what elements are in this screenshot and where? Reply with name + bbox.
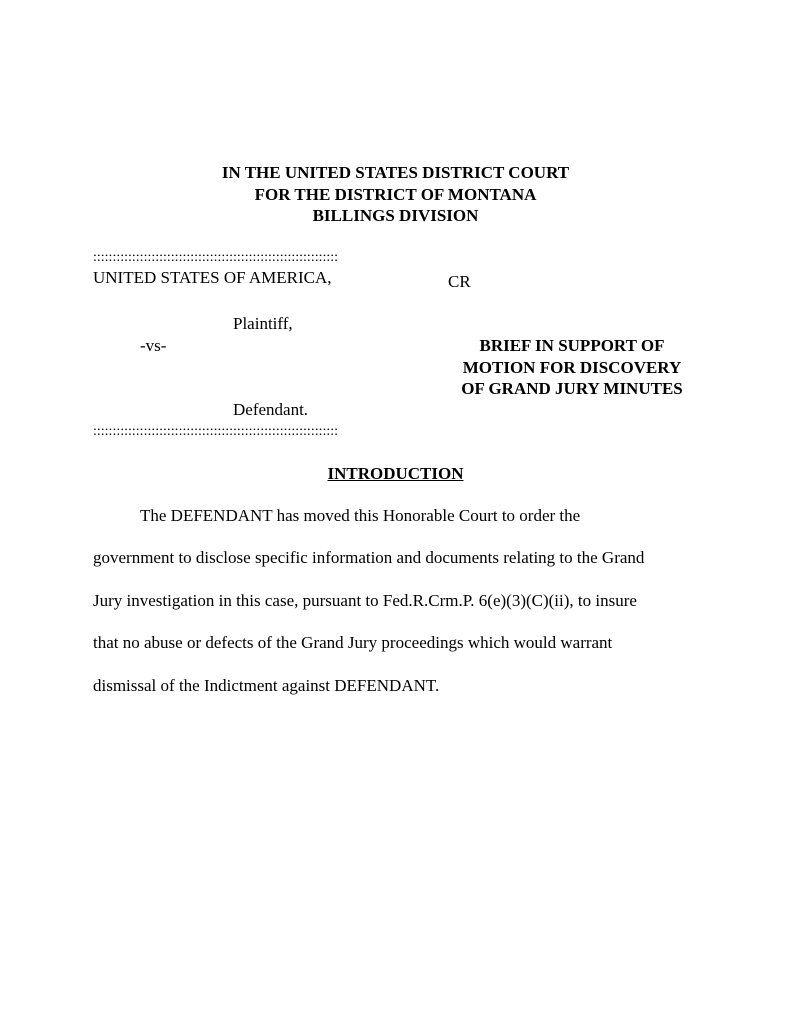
- defendant-label: Defendant.: [233, 400, 309, 419]
- document-title-line: MOTION FOR DISCOVERY: [462, 357, 682, 377]
- body-line: dismissal of the Indictment against DEFENDANT.: [93, 676, 440, 695]
- document-title: [448, 335, 696, 400]
- body-line: that no abuse or defects of the Grand Jury proceedings which would warrant: [93, 633, 613, 652]
- document-title-line: OF GRAND JURY MINUTES: [461, 379, 683, 398]
- body-line: Jury investigation in this case, pursuant to Fed.R.Crm.P. 6(e)(3)(C)(ii), to insure: [93, 591, 637, 610]
- division-line: BILLINGS DIVISION: [312, 206, 479, 225]
- document-title-line: BRIEF IN SUPPORT OF: [479, 336, 665, 355]
- body-line: The DEFENDANT has moved this Honorable Court to order the: [140, 506, 581, 525]
- plaintiff-label: Plaintiff,: [233, 314, 293, 333]
- introduction-heading: INTRODUCTION: [327, 464, 464, 483]
- caption-top-separator: :::::::::::::::::::::::::::::::::::::::::::::::::::::::::::::::: [93, 250, 339, 265]
- court-heading: [0, 162, 791, 227]
- district-line: FOR THE DISTRICT OF MONTANA: [254, 184, 537, 204]
- body-line: government to disclose specific information and documents relating to the Grand: [93, 548, 645, 567]
- plaintiff-party: UNITED STATES OF AMERICA,: [93, 268, 332, 287]
- versus-label: -vs-: [140, 336, 167, 355]
- case-number: CR: [448, 272, 471, 291]
- court-name-line: IN THE UNITED STATES DISTRICT COURT: [221, 163, 570, 182]
- caption-bottom-separator: :::::::::::::::::::::::::::::::::::::::::::::::::::::::::::::::: [93, 424, 339, 439]
